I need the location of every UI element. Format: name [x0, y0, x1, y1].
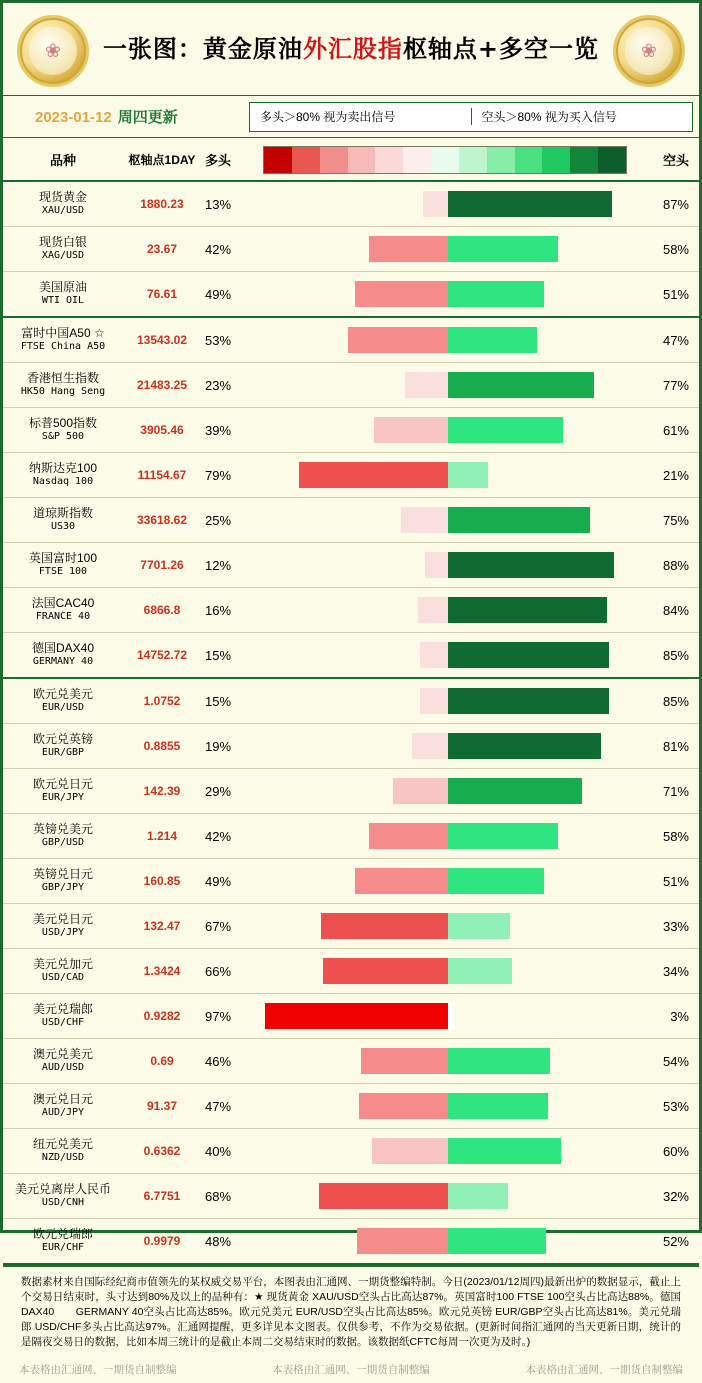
- short-percent: 71%: [662, 783, 689, 799]
- instrument-cn: 美国原油: [38, 280, 87, 294]
- sentiment-bar: [259, 236, 637, 262]
- long-bar-fill: [369, 236, 448, 262]
- instrument-cn: 富时中国A50 ☆: [21, 326, 105, 340]
- instrument-name: [3, 641, 123, 669]
- table-row[interactable]: [3, 1219, 699, 1263]
- long-bar-fill: [393, 778, 448, 804]
- short-bar-fill: [448, 1138, 561, 1164]
- long-percent: 67%: [205, 918, 232, 934]
- long-bar-fill: [425, 552, 448, 578]
- long-bar-fill: [361, 1048, 448, 1074]
- long-bar-fill: [299, 462, 448, 488]
- coin-right-icon: [613, 15, 685, 87]
- pivot-value: 3905.46: [140, 423, 184, 437]
- pivot-value: 7701.26: [140, 558, 184, 572]
- column-header: [3, 138, 699, 182]
- coin-right-glyph: ❀: [625, 27, 673, 75]
- pivot-value: 76.61: [146, 287, 178, 301]
- instrument-name: [3, 957, 123, 985]
- instrument-name: [3, 596, 123, 624]
- instrument-en: FRANCE 40: [35, 611, 91, 622]
- legend-long-note: 多头＞80% 视为卖出信号: [250, 108, 472, 125]
- table-row[interactable]: [3, 498, 699, 543]
- long-percent: 39%: [205, 422, 232, 438]
- table-row[interactable]: [3, 272, 699, 316]
- sentiment-bar: [259, 868, 637, 894]
- instrument-name: [3, 461, 123, 489]
- pivot-value: 1.3424: [143, 964, 181, 978]
- sentiment-bar: [259, 733, 637, 759]
- pivot-value: 23.67: [146, 242, 178, 256]
- weekday-value: 周四更新: [117, 109, 178, 126]
- sentiment-bar: [259, 778, 637, 804]
- instrument-en: US30: [50, 521, 76, 532]
- instrument-en: EUR/CHF: [41, 1242, 85, 1253]
- gradient-swatch-7: [459, 147, 487, 173]
- table-row[interactable]: [3, 453, 699, 498]
- pivot-value: 0.9282: [143, 1009, 181, 1023]
- instrument-name: [3, 416, 123, 444]
- long-bar-fill: [401, 507, 448, 533]
- credit-mid: 本表格由汇通网、一期货自制整编: [272, 1364, 430, 1376]
- long-bar-fill: [319, 1183, 448, 1209]
- short-percent: 51%: [662, 286, 689, 302]
- table-row[interactable]: [3, 227, 699, 272]
- col-long: 多头: [205, 152, 232, 168]
- sentiment-bar: [259, 642, 637, 668]
- long-percent: 47%: [205, 1098, 232, 1114]
- short-percent: 34%: [662, 963, 689, 979]
- long-percent: 46%: [205, 1053, 232, 1069]
- instrument-en: EUR/USD: [41, 702, 85, 713]
- long-percent: 19%: [205, 738, 232, 754]
- long-percent: 15%: [205, 693, 232, 709]
- instrument-cn: 法国CAC40: [31, 596, 95, 610]
- instrument-name: [3, 1182, 123, 1210]
- instrument-cn: 现货白银: [38, 235, 87, 249]
- long-percent: 23%: [205, 377, 232, 393]
- gradient-scale: [263, 146, 627, 172]
- long-bar-fill: [321, 913, 448, 939]
- long-bar-fill: [265, 1003, 448, 1029]
- short-percent: 81%: [662, 738, 689, 754]
- short-percent: 85%: [662, 693, 689, 709]
- short-bar-fill: [448, 417, 563, 443]
- page-header: [3, 3, 699, 96]
- instrument-cn: 香港恒生指数: [26, 371, 99, 385]
- instrument-en: FTSE 100: [38, 566, 88, 577]
- table-row[interactable]: [3, 408, 699, 453]
- long-bar-fill: [423, 191, 448, 217]
- table-row[interactable]: [3, 1174, 699, 1219]
- pivot-value: 1.0752: [143, 694, 181, 708]
- instrument-en: GERMANY 40: [32, 656, 94, 667]
- sentiment-bar: [259, 327, 637, 353]
- short-bar-fill: [448, 507, 590, 533]
- long-bar-fill: [323, 958, 448, 984]
- table-row[interactable]: [3, 949, 699, 994]
- long-percent: 13%: [205, 196, 232, 212]
- short-bar-fill: [448, 1003, 454, 1029]
- long-bar-fill: [418, 597, 448, 623]
- table-row[interactable]: [3, 1039, 699, 1084]
- instrument-en: USD/CNH: [41, 1197, 85, 1208]
- long-bar-fill: [374, 417, 448, 443]
- instrument-en: USD/JPY: [41, 927, 85, 938]
- instrument-en: Nasdaq 100: [32, 476, 94, 487]
- short-percent: 33%: [662, 918, 689, 934]
- table-row[interactable]: [3, 724, 699, 769]
- short-bar-fill: [448, 552, 614, 578]
- short-bar-fill: [448, 1183, 508, 1209]
- instrument-en: USD/CAD: [41, 972, 85, 983]
- instrument-en: EUR/JPY: [41, 792, 85, 803]
- short-bar-fill: [448, 191, 612, 217]
- short-percent: 52%: [662, 1233, 689, 1249]
- long-bar-fill: [357, 1228, 448, 1254]
- short-bar-fill: [448, 1228, 546, 1254]
- long-percent: 12%: [205, 557, 232, 573]
- pivot-value: 1.214: [146, 829, 178, 843]
- short-bar-fill: [448, 913, 510, 939]
- short-percent: 77%: [662, 377, 689, 393]
- instrument-en: XAU/USD: [41, 205, 85, 216]
- instrument-cn: 欧元兑英镑: [32, 732, 93, 746]
- gradient-swatch-11: [570, 147, 598, 173]
- instrument-name: [3, 1137, 123, 1165]
- long-bar-fill: [420, 688, 448, 714]
- long-percent: 40%: [205, 1143, 232, 1159]
- pivot-value: 132.47: [143, 919, 181, 933]
- short-percent: 54%: [662, 1053, 689, 1069]
- legend-row: [3, 96, 699, 138]
- short-percent: 61%: [662, 422, 689, 438]
- instrument-en: EUR/GBP: [41, 747, 85, 758]
- instrument-cn: 纳斯达克100: [28, 461, 98, 475]
- long-percent: 16%: [205, 602, 232, 618]
- short-bar-fill: [448, 688, 609, 714]
- sentiment-bar: [259, 1138, 637, 1164]
- gradient-swatch-4: [375, 147, 403, 173]
- short-percent: 53%: [662, 1098, 689, 1114]
- instrument-name: [3, 506, 123, 534]
- long-percent: 42%: [205, 241, 232, 257]
- short-bar-fill: [448, 597, 607, 623]
- long-percent: 79%: [205, 467, 232, 483]
- table-row[interactable]: [3, 182, 699, 227]
- short-percent: 21%: [662, 467, 689, 483]
- short-bar-fill: [448, 462, 488, 488]
- instrument-en: S&P 500: [41, 431, 85, 442]
- instrument-en: HK50 Hang Seng: [20, 386, 106, 397]
- sentiment-bar: [259, 823, 637, 849]
- short-bar-fill: [448, 958, 512, 984]
- data-groups: [3, 182, 699, 1265]
- row-group: [3, 318, 699, 679]
- short-bar-fill: [448, 778, 582, 804]
- instrument-en: GBP/USD: [41, 837, 85, 848]
- long-bar-fill: [355, 281, 448, 307]
- long-percent: 97%: [205, 1008, 232, 1024]
- long-bar-fill: [355, 868, 448, 894]
- short-percent: 3%: [670, 1008, 689, 1024]
- short-percent: 88%: [662, 557, 689, 573]
- short-percent: 60%: [662, 1143, 689, 1159]
- instrument-cn: 纽元兑美元: [32, 1137, 93, 1151]
- instrument-name: [3, 777, 123, 805]
- gradient-swatch-12: [598, 147, 626, 173]
- long-bar-fill: [412, 733, 448, 759]
- sentiment-bar: [259, 1048, 637, 1074]
- page-title: [3, 3, 699, 95]
- instrument-name: [3, 687, 123, 715]
- long-bar-fill: [369, 823, 448, 849]
- table-row[interactable]: [3, 859, 699, 904]
- long-bar-fill: [405, 372, 448, 398]
- instrument-cn: 欧元兑美元: [32, 687, 93, 701]
- short-bar-fill: [448, 823, 558, 849]
- instrument-cn: 英镑兑日元: [32, 867, 93, 881]
- table-row[interactable]: [3, 904, 699, 949]
- long-percent: 25%: [205, 512, 232, 528]
- table-row[interactable]: [3, 318, 699, 363]
- short-percent: 58%: [662, 828, 689, 844]
- instrument-cn: 美元兑瑞郎: [32, 1002, 93, 1016]
- long-percent: 29%: [205, 783, 232, 799]
- short-bar-fill: [448, 327, 537, 353]
- instrument-cn: 澳元兑美元: [32, 1047, 93, 1061]
- pivot-value: 33618.62: [136, 513, 188, 527]
- table-row[interactable]: [3, 363, 699, 408]
- pivot-value: 0.69: [150, 1054, 174, 1068]
- long-bar-fill: [372, 1138, 448, 1164]
- title-part2: 枢轴点+多空一览: [402, 35, 600, 63]
- col-pivot: 枢轴点1DAY: [128, 152, 196, 167]
- instrument-cn: 美元兑离岸人民币: [14, 1182, 111, 1196]
- table-row[interactable]: [3, 588, 699, 633]
- sentiment-bar: [259, 958, 637, 984]
- instrument-en: USD/CHF: [41, 1017, 85, 1028]
- table-row[interactable]: [3, 1129, 699, 1174]
- instrument-name: [3, 1227, 123, 1255]
- table-row[interactable]: [3, 769, 699, 814]
- long-percent: 53%: [205, 332, 232, 348]
- short-bar-fill: [448, 236, 558, 262]
- pivot-value: 13543.02: [136, 333, 188, 347]
- long-percent: 42%: [205, 828, 232, 844]
- instrument-cn: 美元兑日元: [32, 912, 93, 926]
- instrument-cn: 美元兑加元: [32, 957, 93, 971]
- credits: [3, 1354, 699, 1383]
- sentiment-bar: [259, 417, 637, 443]
- col-short: 空头: [662, 152, 689, 168]
- short-bar-fill: [448, 1093, 548, 1119]
- short-percent: 58%: [662, 241, 689, 257]
- table-row[interactable]: [3, 1084, 699, 1129]
- instrument-name: [3, 190, 123, 218]
- instrument-name: [3, 867, 123, 895]
- legend-box: [249, 102, 693, 132]
- table-row[interactable]: [3, 679, 699, 724]
- sentiment-bar: [259, 597, 637, 623]
- short-percent: 32%: [662, 1188, 689, 1204]
- instrument-name: [3, 326, 123, 354]
- gradient-swatch-6: [431, 147, 459, 173]
- date-value: 2023-01-12: [35, 109, 112, 126]
- long-percent: 15%: [205, 647, 232, 663]
- coin-left-icon: [17, 15, 89, 87]
- gradient-swatch-10: [542, 147, 570, 173]
- instrument-cn: 德国DAX40: [31, 641, 95, 655]
- short-bar-fill: [448, 868, 544, 894]
- gradient-swatch-5: [403, 147, 431, 173]
- legend-short-note: 空头＞80% 视为买入信号: [481, 110, 617, 124]
- sentiment-bar: [259, 1228, 637, 1254]
- sentiment-bar: [259, 372, 637, 398]
- row-group: [3, 182, 699, 318]
- instrument-name: [3, 1002, 123, 1030]
- long-percent: 49%: [205, 873, 232, 889]
- instrument-name: [3, 280, 123, 308]
- instrument-name: [3, 912, 123, 940]
- long-bar-fill: [359, 1093, 448, 1119]
- instrument-en: WTI OIL: [41, 295, 85, 306]
- sentiment-bar: [259, 462, 637, 488]
- short-bar-fill: [448, 372, 594, 398]
- gradient-swatch-1: [292, 147, 320, 173]
- gradient-swatch-3: [348, 147, 376, 173]
- instrument-name: [3, 371, 123, 399]
- instrument-cn: 英国富时100: [28, 551, 98, 565]
- credit-left: 本表格由汇通网、一期货自制整编: [19, 1364, 177, 1376]
- instrument-en: FTSE China A50: [20, 341, 106, 352]
- instrument-name: [3, 235, 123, 263]
- long-percent: 48%: [205, 1233, 232, 1249]
- table-row[interactable]: [3, 543, 699, 588]
- table-row[interactable]: [3, 633, 699, 677]
- instrument-name: [3, 822, 123, 850]
- instrument-en: XAG/USD: [41, 250, 85, 261]
- title-highlight: 外汇股指: [302, 35, 403, 63]
- gradient-swatch-8: [487, 147, 515, 173]
- coin-left-glyph: ❀: [29, 27, 77, 75]
- instrument-en: GBP/JPY: [41, 882, 85, 893]
- sentiment-bar: [259, 552, 637, 578]
- short-bar-fill: [448, 733, 601, 759]
- instrument-name: [3, 551, 123, 579]
- credit-right: 本表格由汇通网、一期货自制整编: [525, 1364, 683, 1376]
- row-group: [3, 679, 699, 1265]
- footnote: 数据素材来自国际经纪商市值领先的某权威交易平台，本图表由汇通网、一期货整编特制。今日(2023/01/12周四)最新出炉的数据显示，截止上个交易日结束时，头寸达到80%及以上的品种有：★ 现货黄金 XAU/USD空头占比高达87%。英国富时100 FTSE 100空头占比高达88%。德国DAX40 GERMANY 40空头占比高达85%。欧元兑美元 EUR/USD空头占比高达85%。欧元兑英镑 EUR/GBP空头占比高达81%。美元兑瑞郎 USD/CHF多头占比高达97%。汇通网提醒，更多详见本文图表。仅供参考，不作为交易依据。(更新时间指汇通网的当天更新日期，统计的是隔夜交易日的数据，比如本周三统计的是截止本周二交易结束时的数据。该数据纸CFTC每周一次更为及时。): [3, 1265, 699, 1354]
- pivot-value: 91.37: [146, 1099, 178, 1113]
- instrument-en: AUD/JPY: [41, 1107, 85, 1118]
- instrument-en: NZD/USD: [41, 1152, 85, 1163]
- instrument-name: [3, 1092, 123, 1120]
- short-percent: 85%: [662, 647, 689, 663]
- long-bar-fill: [420, 642, 448, 668]
- sentiment-bar: [259, 688, 637, 714]
- instrument-cn: 现货黄金: [38, 190, 87, 204]
- pivot-value: 0.8855: [143, 739, 181, 753]
- pivot-value: 6.7751: [143, 1189, 181, 1203]
- sentiment-bar: [259, 1093, 637, 1119]
- sentiment-bar: [259, 191, 637, 217]
- col-name: 品种: [49, 152, 76, 168]
- pivot-value: 11154.67: [137, 468, 187, 482]
- instrument-cn: 标普500指数: [28, 416, 98, 430]
- short-percent: 47%: [662, 332, 689, 348]
- pivot-value: 14752.72: [136, 648, 188, 662]
- pivot-value: 0.9979: [143, 1234, 181, 1248]
- instrument-cn: 道琼斯指数: [32, 506, 93, 520]
- short-percent: 51%: [662, 873, 689, 889]
- sentiment-bar: [259, 1183, 637, 1209]
- instrument-cn: 欧元兑瑞郎: [32, 1227, 93, 1241]
- instrument-cn: 澳元兑日元: [32, 1092, 93, 1106]
- sentiment-bar: [259, 281, 637, 307]
- pivot-value: 142.39: [143, 784, 181, 798]
- gradient-swatch-9: [515, 147, 543, 173]
- instrument-cn: 英镑兑美元: [32, 822, 93, 836]
- sentiment-bar: [259, 507, 637, 533]
- update-date: [9, 106, 249, 127]
- pivot-value: 6866.8: [143, 603, 181, 617]
- long-percent: 66%: [205, 963, 232, 979]
- short-percent: 75%: [662, 512, 689, 528]
- long-percent: 49%: [205, 286, 232, 302]
- short-bar-fill: [448, 642, 609, 668]
- short-percent: 84%: [662, 602, 689, 618]
- table-row[interactable]: [3, 994, 699, 1039]
- instrument-name: [3, 732, 123, 760]
- long-bar-fill: [348, 327, 448, 353]
- instrument-en: AUD/USD: [41, 1062, 85, 1073]
- short-bar-fill: [448, 1048, 550, 1074]
- pivot-value: 0.6362: [143, 1144, 181, 1158]
- pivot-value: 21483.25: [136, 378, 188, 392]
- instrument-cn: 欧元兑日元: [32, 777, 93, 791]
- sentiment-bar: [259, 1003, 637, 1029]
- instrument-name: [3, 1047, 123, 1075]
- pivot-value: 160.85: [143, 874, 181, 888]
- pivot-value: 1880.23: [140, 197, 184, 211]
- gradient-swatch-2: [320, 147, 348, 173]
- gradient-swatch-0: [264, 147, 292, 173]
- table-row[interactable]: [3, 814, 699, 859]
- short-bar-fill: [448, 281, 544, 307]
- long-percent: 68%: [205, 1188, 232, 1204]
- sentiment-bar: [259, 913, 637, 939]
- short-percent: 87%: [662, 196, 689, 212]
- title-part1: 一张图：黄金原油: [102, 35, 303, 63]
